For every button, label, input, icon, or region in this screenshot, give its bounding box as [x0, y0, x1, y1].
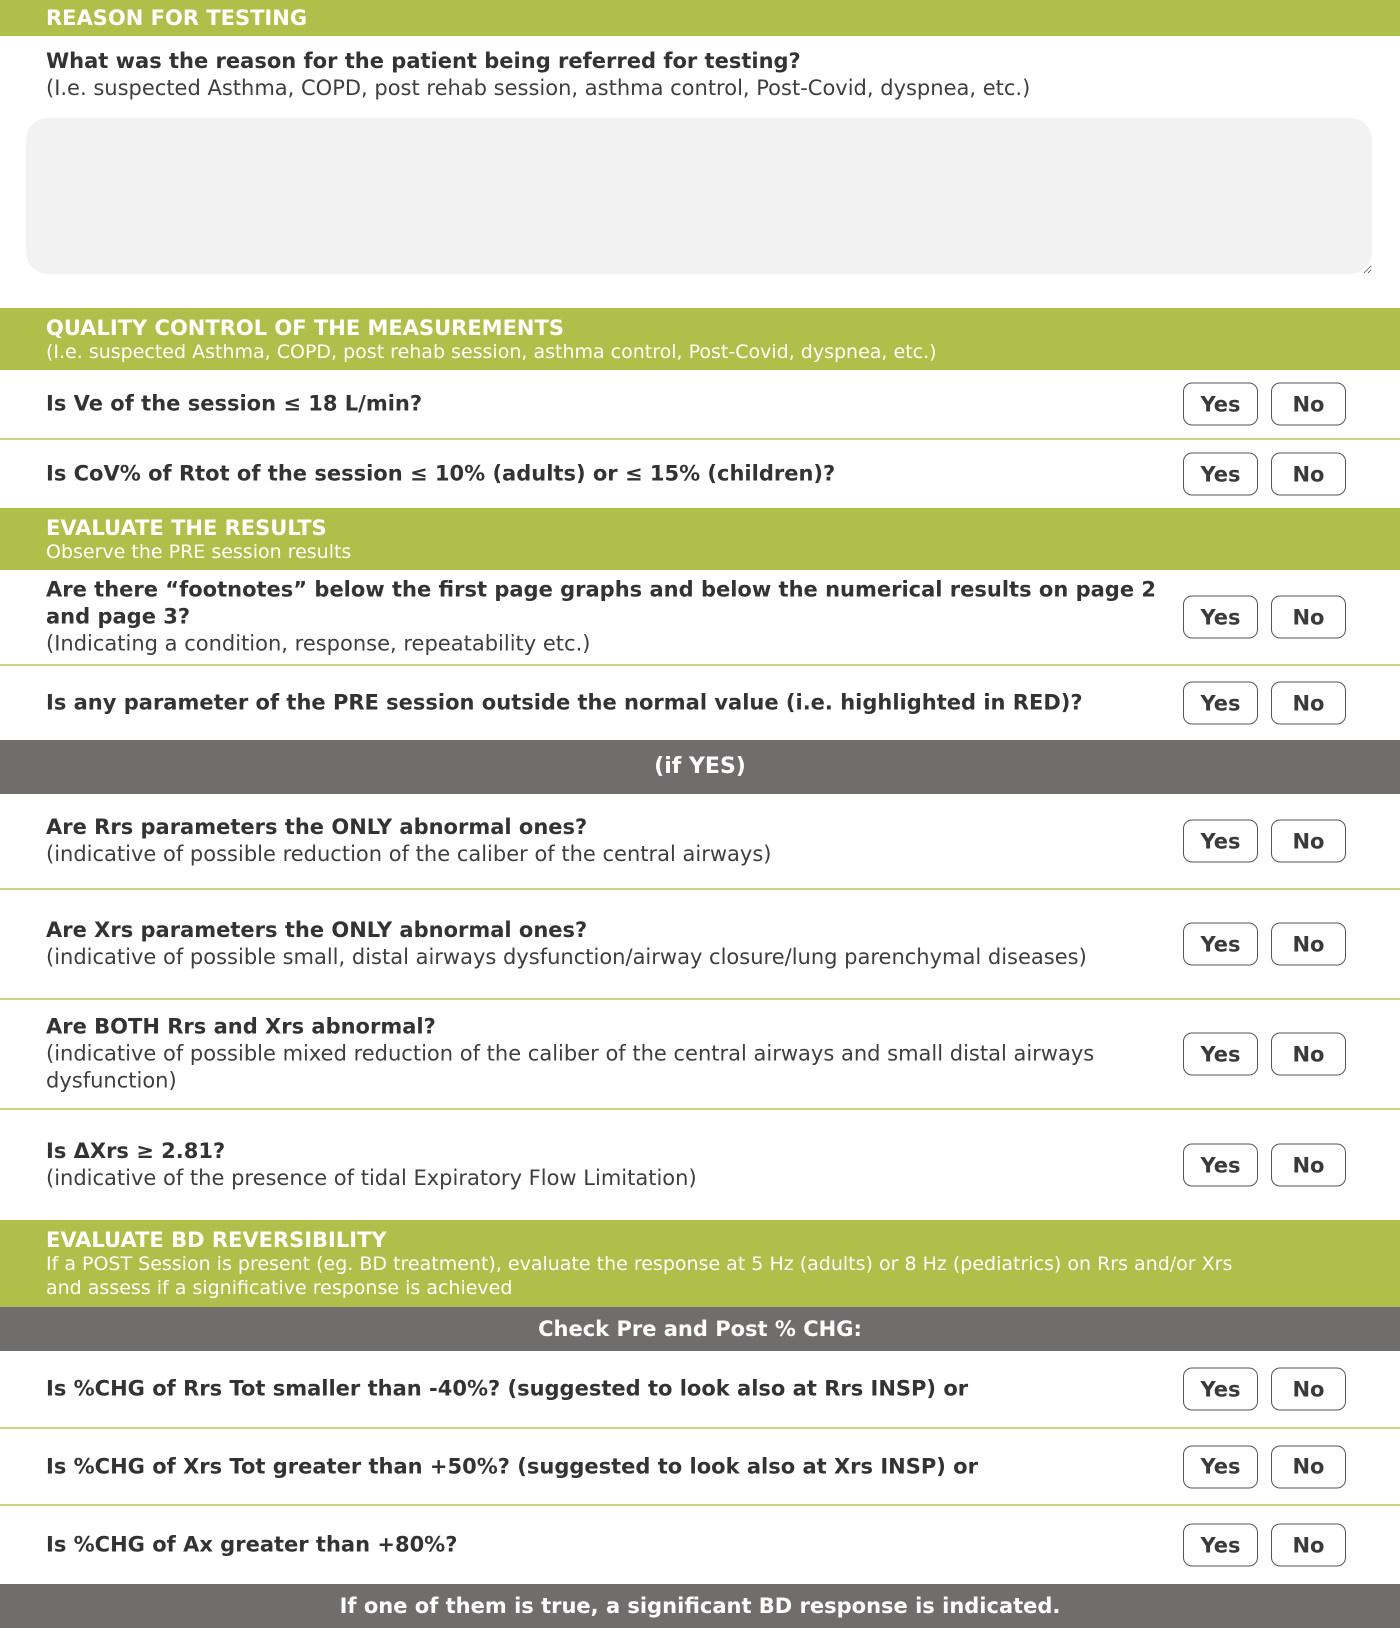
results-header-title: EVALUATE THE RESULTS	[46, 516, 327, 540]
yes-button[interactable]: Yes	[1183, 1445, 1258, 1488]
yes-button[interactable]: Yes	[1183, 820, 1258, 863]
question-row	[0, 1429, 1400, 1506]
no-button[interactable]: No	[1271, 383, 1346, 426]
question-row	[0, 570, 1400, 666]
reason-question-text: What was the reason for the patient being referred for testing?	[46, 49, 801, 73]
question-row	[0, 666, 1400, 740]
yes-button[interactable]: Yes	[1183, 383, 1258, 426]
results-header	[0, 508, 1400, 570]
question-text	[46, 690, 1170, 717]
question-row	[0, 440, 1400, 508]
results-header-subtitle: Observe the PRE session results	[46, 541, 352, 563]
if-yes-banner	[0, 740, 1400, 794]
check-label: Check Pre and Post % CHG:	[538, 1317, 862, 1341]
yes-button[interactable]: Yes	[1183, 596, 1258, 639]
quality-header	[0, 308, 1400, 370]
yes-no-group	[1183, 1033, 1346, 1076]
bd-footer-label: If one of them is true, a significant BD response is indicated.	[339, 1594, 1061, 1618]
check-banner	[0, 1307, 1400, 1351]
yes-button[interactable]: Yes	[1183, 1524, 1258, 1567]
yes-no-group	[1183, 820, 1346, 863]
quality-header-title: QUALITY CONTROL OF THE MEASUREMENTS	[46, 316, 564, 340]
no-button[interactable]: No	[1271, 1033, 1346, 1076]
yes-no-group	[1183, 596, 1346, 639]
question-text	[46, 917, 1170, 971]
question-text	[46, 391, 1170, 418]
question-text	[46, 461, 1170, 488]
question-text	[46, 1376, 1170, 1403]
reason-answer-field[interactable]	[26, 118, 1372, 274]
quality-header-subtitle: (I.e. suspected Asthma, COPD, post rehab session, asthma control, Post-Covid, dyspnea, etc.)	[46, 341, 937, 363]
question-main: Is CoV% of Rtot of the session ≤ 10% (adults) or ≤ 15% (children)?	[46, 461, 836, 486]
yes-button[interactable]: Yes	[1183, 1368, 1258, 1411]
question-main: Is ΔXrs ≥ 2.81?	[46, 1139, 226, 1163]
reason-question-hint: (I.e. suspected Asthma, COPD, post rehab session, asthma control, Post-Covid, dyspnea, etc.)	[46, 76, 1031, 100]
no-button[interactable]: No	[1271, 820, 1346, 863]
question-text	[46, 1532, 1170, 1559]
yes-no-group	[1183, 682, 1346, 725]
yes-button[interactable]: Yes	[1183, 682, 1258, 725]
no-button[interactable]: No	[1271, 1144, 1346, 1187]
question-main: Is %CHG of Rrs Tot smaller than -40%? (suggested to look also at Rrs INSP) or	[46, 1376, 969, 1401]
no-button[interactable]: No	[1271, 596, 1346, 639]
bd-footer-banner	[0, 1584, 1400, 1628]
question-main: Is Ve of the session ≤ 18 L/min?	[46, 391, 423, 416]
yes-button[interactable]: Yes	[1183, 453, 1258, 496]
question-note: (indicative of possible mixed reduction of the caliber of the central airways and small distal airways dysfunction)	[46, 1041, 1095, 1093]
no-button[interactable]: No	[1271, 453, 1346, 496]
yes-button[interactable]: Yes	[1183, 923, 1258, 966]
question-main: Is %CHG of Xrs Tot greater than +50%? (suggested to look also at Xrs INSP) or	[46, 1454, 978, 1478]
reason-header-title: REASON FOR TESTING	[46, 6, 308, 30]
no-button[interactable]: No	[1271, 1445, 1346, 1488]
question-note: (Indicating a condition, response, repeatability etc.)	[46, 631, 591, 656]
question-row	[0, 1351, 1400, 1429]
question-row	[0, 370, 1400, 440]
bd-header-subtitle-2: and assess if a significative response is achieved	[46, 1277, 513, 1299]
question-text	[46, 814, 1170, 868]
no-button[interactable]: No	[1271, 682, 1346, 725]
bd-header-subtitle: If a POST Session is present (eg. BD treatment), evaluate the response at 5 Hz (adults) or 8 Hz (pediatrics) on Rrs and/or Xrs	[46, 1253, 1233, 1275]
reason-header	[0, 0, 1400, 36]
bd-header	[0, 1220, 1400, 1307]
yes-no-group	[1183, 1445, 1346, 1488]
yes-button[interactable]: Yes	[1183, 1144, 1258, 1187]
question-note: (indicative of the presence of tidal Expiratory Flow Limitation)	[46, 1166, 697, 1190]
question-row	[0, 794, 1400, 890]
question-row	[0, 1000, 1400, 1110]
bd-header-title: EVALUATE BD REVERSIBILITY	[46, 1228, 387, 1252]
no-button[interactable]: No	[1271, 1524, 1346, 1567]
yes-no-group	[1183, 923, 1346, 966]
yes-no-group	[1183, 1144, 1346, 1187]
question-row	[0, 890, 1400, 1000]
question-text	[46, 1138, 1170, 1192]
question-main: Are Rrs parameters the ONLY abnormal ones?	[46, 815, 588, 839]
reason-question	[46, 48, 1030, 102]
yes-no-group	[1183, 1524, 1346, 1567]
question-note: (indicative of possible reduction of the caliber of the central airways)	[46, 842, 772, 866]
no-button[interactable]: No	[1271, 1368, 1346, 1411]
question-main: Is %CHG of Ax greater than +80%?	[46, 1532, 458, 1557]
question-note: (indicative of possible small, distal airways dysfunction/airway closure/lung parenchymal diseases)	[46, 945, 1087, 969]
question-main: Are Xrs parameters the ONLY abnormal ones?	[46, 918, 588, 942]
yes-no-group	[1183, 453, 1346, 496]
yes-no-group	[1183, 383, 1346, 426]
yes-no-group	[1183, 1368, 1346, 1411]
question-main: Is any parameter of the PRE session outside the normal value (i.e. highlighted in RED)?	[46, 690, 1083, 715]
question-text	[46, 577, 1170, 658]
question-main: Are there “footnotes” below the first page graphs and below the numerical results on page 2 and page 3?	[46, 577, 1156, 629]
question-text	[46, 1453, 1170, 1480]
if-yes-label: (if YES)	[654, 754, 746, 779]
question-row	[0, 1506, 1400, 1584]
no-button[interactable]: No	[1271, 923, 1346, 966]
question-text	[46, 1014, 1170, 1095]
question-row	[0, 1110, 1400, 1220]
yes-button[interactable]: Yes	[1183, 1033, 1258, 1076]
question-main: Are BOTH Rrs and Xrs abnormal?	[46, 1014, 436, 1039]
